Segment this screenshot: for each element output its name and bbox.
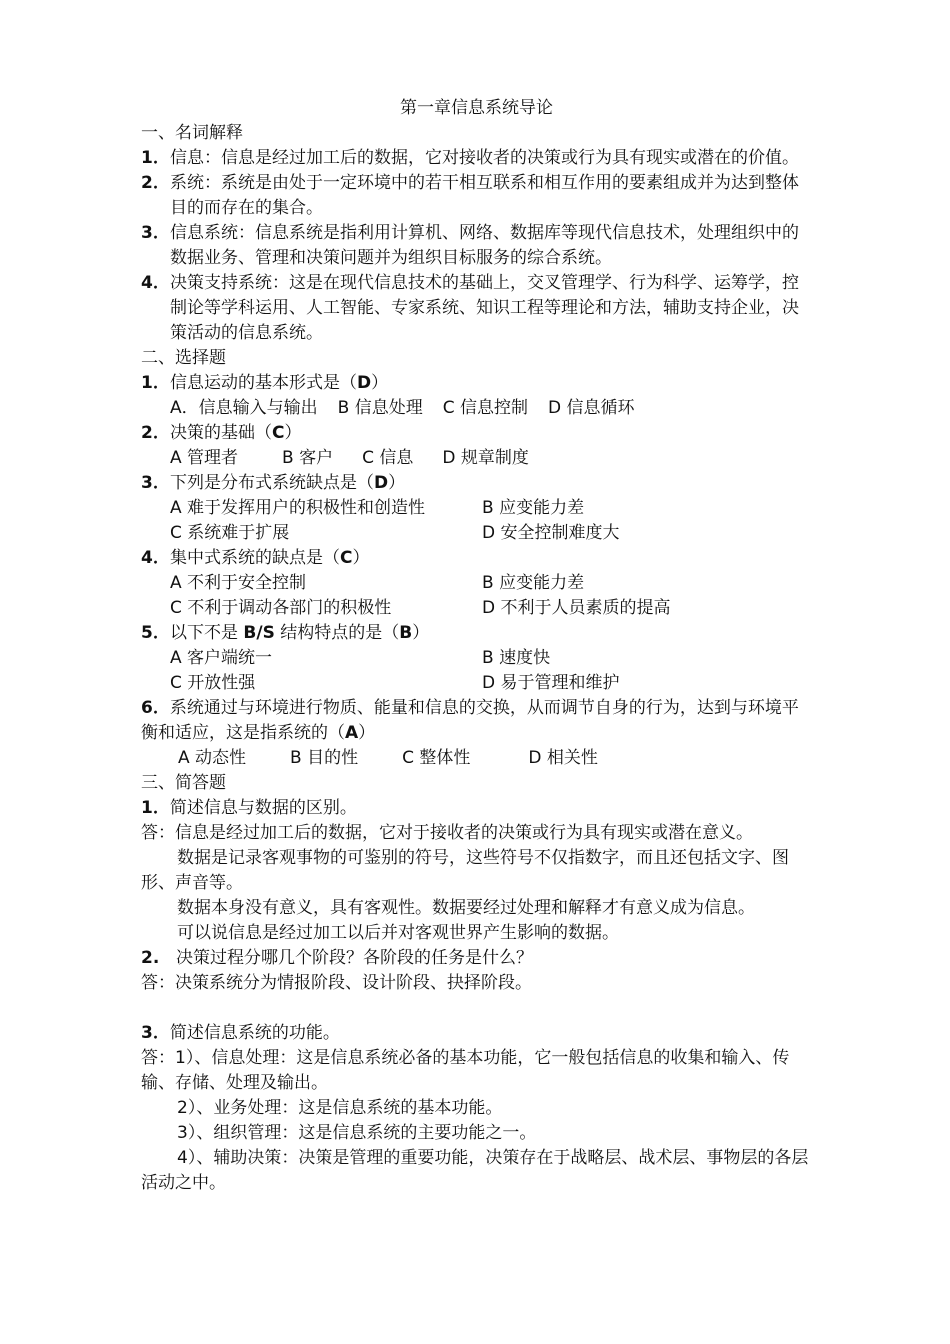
options-row — [141, 571, 812, 596]
question-term: B/S — [243, 623, 275, 643]
question-number: 1． — [141, 798, 170, 818]
question-text — [170, 421, 812, 446]
question-stem-cont: 结构特点的是（ — [274, 623, 400, 643]
item-text: 决策支持系统：这是在现代信息技术的基础上，交叉管理学、行为科学、运筹学，控制论等学科运用、人工智能、专家系统、知识工程等理论和方法，辅助支持企业，决策活动的信息系统。 — [170, 273, 799, 343]
question-4 — [141, 546, 812, 571]
question-text: 简述信息与数据的区别。 — [169, 798, 357, 818]
section-heading-definitions: 一、名词解释 — [141, 123, 243, 143]
option-c: C 信息 — [362, 448, 414, 468]
option-d: D 安全控制难度大 — [482, 523, 620, 543]
blank-line — [141, 996, 812, 1021]
answer-paragraph: 数据是记录客观事物的可鉴别的符号，这些符号不仅指数字，而且还包括文字、图形、声音等。 — [141, 848, 789, 893]
question-1 — [141, 371, 812, 396]
option-a: A 动态性 — [178, 748, 247, 768]
question-number: 6． — [141, 698, 170, 718]
answer-paragraph: 3）、组织管理：这是信息系统的主要功能之一。 — [177, 1123, 537, 1143]
option-a: A 客户端统一 — [170, 648, 273, 668]
answer-letter: D — [357, 373, 372, 393]
definition-item — [141, 271, 812, 346]
option-a: A 难于发挥用户的积极性和创造性 — [170, 498, 426, 518]
question-number: 2． — [141, 423, 170, 443]
options-row — [141, 396, 812, 421]
question-stem-end: ） — [352, 548, 370, 568]
short-question-1 — [141, 796, 812, 821]
item-text: 信息系统：信息系统是指利用计算机、网络、数据库等现代信息技术，处理组织中的数据业务、管理和决策问题并为组织目标服务的综合系统。 — [170, 223, 799, 268]
item-text: 信息：信息是经过加工后的数据，它对接收者的决策或行为具有现实或潜在的价值。 — [170, 148, 799, 168]
answer-paragraph: 答：信息是经过加工后的数据，它对于接收者的决策或行为具有现实或潜在意义。 — [141, 823, 753, 843]
option-a: A 管理者 — [170, 448, 239, 468]
definition-item — [141, 221, 812, 271]
question-text — [170, 546, 812, 571]
question-5 — [141, 621, 812, 646]
short-question-2 — [141, 946, 812, 971]
option-d: D 不利于人员素质的提高 — [482, 598, 671, 618]
option-b: B 速度快 — [482, 648, 551, 668]
question-stem-end: ） — [412, 623, 430, 643]
option-c: C 整体性 — [402, 748, 471, 768]
question-number: 5． — [141, 623, 170, 643]
option-b: B 目的性 — [290, 748, 359, 768]
option-c: C 不利于调动各部门的积极性 — [170, 598, 392, 618]
question-number: 3． — [141, 1023, 170, 1043]
option-d: D 易于管理和维护 — [482, 673, 620, 693]
question-text: 简述信息系统的功能。 — [169, 1023, 340, 1043]
answer-letter: C — [272, 423, 285, 443]
item-number: 1． — [141, 148, 170, 168]
options-row — [141, 496, 812, 521]
answer-paragraph: 答：1）、信息处理：这是信息系统必备的基本功能，它一般包括信息的收集和输入、传输、存储、处理及输出。 — [141, 1048, 790, 1093]
question-text — [170, 621, 812, 646]
question-stem-end: ） — [388, 473, 406, 493]
short-question-3 — [141, 1021, 812, 1046]
question-text — [170, 471, 812, 496]
question-3 — [141, 471, 812, 496]
answer-paragraph: 4）、辅助决策：决策是管理的重要功能，决策存在于战略层、战术层、事物层的各层活动之中。 — [141, 1148, 809, 1193]
question-stem: 信息运动的基本形式是（ — [170, 373, 357, 393]
options-row — [141, 596, 812, 621]
option-a: A．信息输入与输出 — [170, 398, 318, 418]
option-d: D 规章制度 — [442, 448, 529, 468]
question-6 — [141, 696, 812, 746]
answer-paragraph: 答：决策系统分为情报阶段、设计阶段、抉择阶段。 — [141, 973, 532, 993]
option-b: B 应变能力差 — [482, 573, 585, 593]
answer-paragraph: 可以说信息是经过加工以后并对客观世界产生影响的数据。 — [177, 923, 619, 943]
answer-letter: C — [340, 548, 353, 568]
question-number: 3． — [141, 473, 170, 493]
definition-item — [141, 171, 812, 221]
options-row — [141, 646, 812, 671]
answer-letter: D — [374, 473, 389, 493]
answer-paragraph: 2）、业务处理：这是信息系统的基本功能。 — [177, 1098, 503, 1118]
option-b: B 客户 — [282, 448, 334, 468]
options-row — [141, 521, 812, 546]
item-number: 4． — [141, 273, 170, 293]
question-number: 4． — [141, 548, 170, 568]
answer-letter: A — [345, 723, 359, 743]
options-row — [141, 671, 812, 696]
definition-item — [141, 146, 812, 171]
item-number: 3． — [141, 223, 170, 243]
section-heading-short-answer: 三、简答题 — [141, 773, 226, 793]
item-number: 2． — [141, 173, 170, 193]
option-b: B 应变能力差 — [482, 498, 585, 518]
question-stem-end: ） — [284, 423, 302, 443]
option-b: B 信息处理 — [337, 398, 423, 418]
option-c: C 信息控制 — [442, 398, 528, 418]
question-text — [170, 371, 812, 396]
question-stem: 以下不是 — [170, 623, 244, 643]
question-number: 1． — [141, 373, 170, 393]
answer-paragraph: 数据本身没有意义，具有客观性。数据要经过处理和解释才有意义成为信息。 — [177, 898, 755, 918]
page-title: 第一章信息系统导论 — [400, 98, 553, 118]
option-d: D 信息循环 — [548, 398, 635, 418]
question-number: 2. — [141, 948, 160, 968]
question-stem: 下列是分布式系统缺点是（ — [170, 473, 374, 493]
answer-letter: B — [399, 623, 413, 643]
question-stem: 决策的基础（ — [170, 423, 272, 443]
options-row — [141, 446, 812, 471]
option-c: C 系统难于扩展 — [170, 523, 290, 543]
question-stem: 系统通过与环境进行物质、能量和信息的交换，从而调节自身的行为，达到与环境平衡和适应，这是指系统的（ — [141, 698, 799, 743]
option-a: A 不利于安全控制 — [170, 573, 307, 593]
option-d: D 相关性 — [528, 748, 598, 768]
question-text: 决策过程分哪几个阶段？各阶段的任务是什么？ — [176, 948, 533, 968]
section-heading-choices: 二、选择题 — [141, 348, 226, 368]
option-c: C 开放性强 — [170, 673, 256, 693]
question-stem-end: ） — [358, 723, 376, 743]
question-stem: 集中式系统的缺点是（ — [170, 548, 340, 568]
options-row — [141, 746, 812, 771]
question-stem-end: ） — [371, 373, 389, 393]
question-2 — [141, 421, 812, 446]
item-text: 系统：系统是由处于一定环境中的若干相互联系和相互作用的要素组成并为达到整体目的而存在的集合。 — [170, 173, 799, 218]
